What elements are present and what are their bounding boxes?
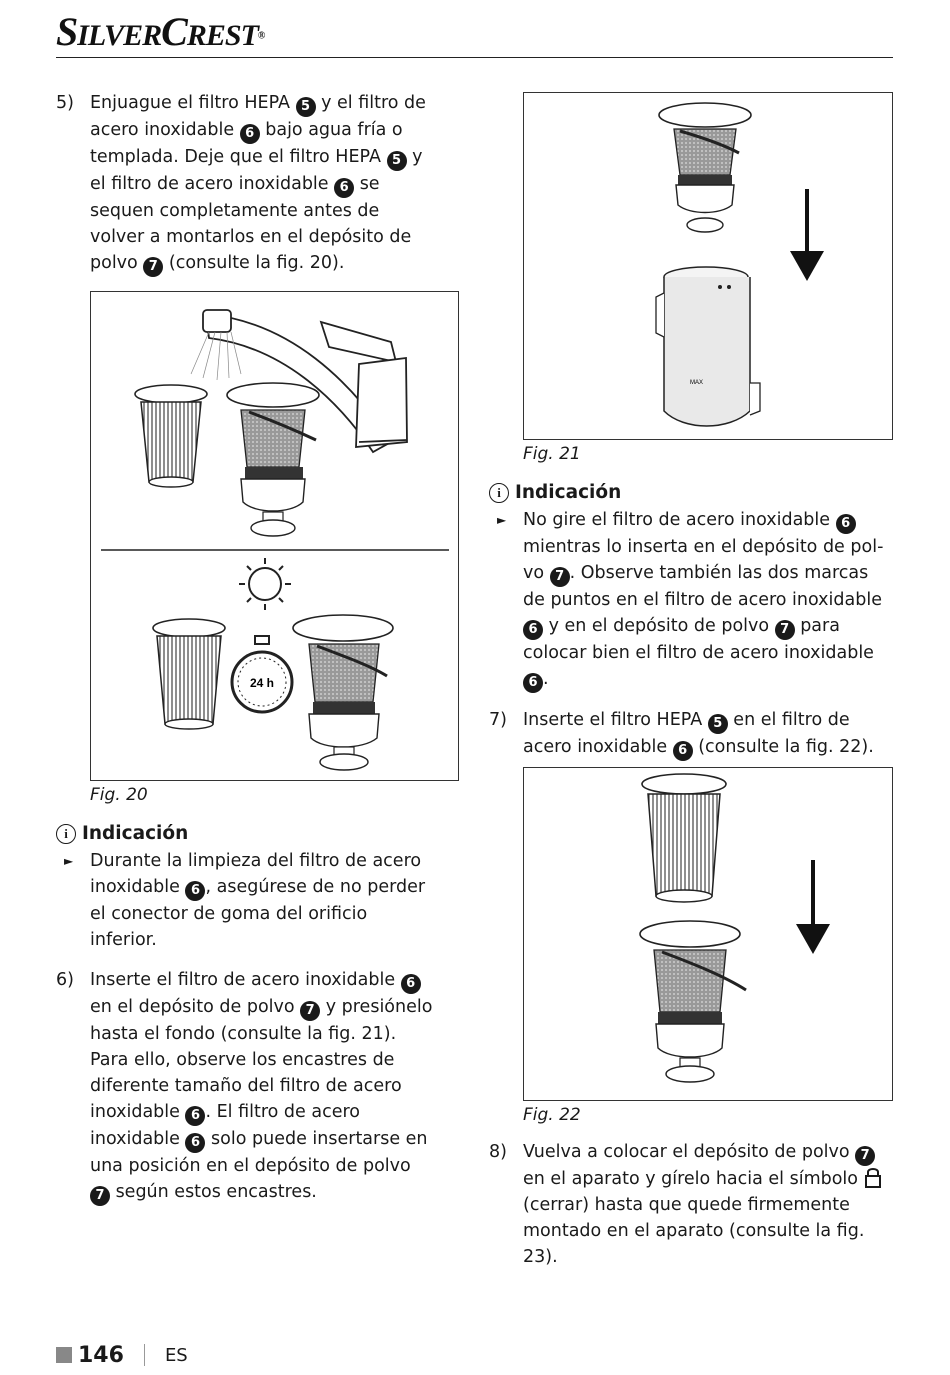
figure-20 [90, 291, 459, 781]
note-bullet: ► Durante la limpieza del filtro de acero inoxidable 6 , asegúrese de no perder el conector de goma del orificio inferior. [56, 848, 436, 953]
hepa-filter-icon [642, 774, 726, 902]
bullet-arrow-icon: ► [64, 854, 74, 868]
brand-logo: SILVERCREST® [56, 9, 265, 54]
note-heading: i Indicación [56, 823, 436, 844]
note-bullet: ► No gire el filtro de acero inoxidable 6 mientras lo inserta en el depósito de polvo 7 . Observe también las dos marcas de puntos en el filtro de acero inoxidable 6 y en el depósito de polvo 7 para colocar bien el filtro de acero inoxidable 6 . [489, 507, 894, 693]
part-number-badge: 6 [836, 514, 856, 534]
figure-22-caption: Fig. 22 [523, 1105, 581, 1125]
step-8: 8) Vuelva a colocar el depósito de polvo 7 en el aparato y gírelo hacia el símbolo (cerrar) hasta que quede firmemente montado en el aparato (consulte la fig. 23). [489, 1139, 894, 1270]
footer-marker [56, 1347, 72, 1363]
part-number-badge: 5 [708, 714, 728, 734]
footer-separator [144, 1344, 145, 1366]
faucet-icon [203, 310, 407, 452]
figure-22-illustration [524, 768, 891, 1099]
page-footer [56, 1340, 188, 1370]
svg-text:24 h: 24 h [249, 676, 275, 690]
timer-icon [232, 636, 292, 712]
hepa-filter-icon [135, 385, 207, 487]
arrow-down-icon [790, 189, 824, 281]
part-number-badge: 7 [775, 620, 795, 640]
page-number: 146 [78, 1342, 124, 1368]
figure-21 [523, 92, 893, 440]
part-number-badge: 6 [185, 1106, 205, 1126]
header-divider [56, 57, 893, 58]
part-number-badge: 6 [334, 178, 354, 198]
step-5: 5) Enjuague el filtro HEPA 5 y el filtro de acero inoxidable 6 bajo agua fría o templada. Deje que el filtro HEPA 5 y el filtro de acero inoxidable 6 se sequen completamente antes de volver a montarlos en el depósito de polvo 7 (consulte la fig. 20). [56, 90, 436, 277]
figure-21-caption: Fig. 21 [523, 444, 581, 464]
part-number-badge: 7 [300, 1001, 320, 1021]
stainless-filter-icon [640, 921, 746, 1082]
part-number-badge: 6 [185, 881, 205, 901]
part-number-badge: 6 [523, 673, 543, 693]
sun-icon [239, 558, 291, 610]
part-number-badge: 5 [387, 151, 407, 171]
bullet-arrow-icon: ► [497, 513, 507, 527]
stainless-filter-dry-icon [293, 615, 393, 770]
part-number-badge: 7 [855, 1146, 875, 1166]
stainless-filter-icon [227, 383, 319, 536]
figure-21-illustration [524, 93, 891, 438]
hepa-filter-dry-icon [153, 619, 225, 729]
note-heading: i Indicación [489, 482, 894, 503]
figure-20-illustration [91, 292, 457, 779]
arrow-down-icon [796, 860, 830, 954]
part-number-badge: 7 [550, 567, 570, 587]
figure-22 [523, 767, 893, 1101]
part-number-badge: 6 [673, 741, 693, 761]
info-icon: i [489, 483, 509, 503]
part-number-badge: 6 [401, 974, 421, 994]
stainless-filter-icon [659, 103, 751, 232]
lock-icon [864, 1166, 882, 1188]
part-number-badge: 7 [143, 257, 163, 277]
step-7: 7) Inserte el filtro HEPA 5 en el filtro de acero inoxidable 6 (consulte la fig. 22). [489, 707, 894, 761]
language-code: ES [164, 1344, 188, 1366]
right-column [489, 90, 894, 1270]
step-6: 6) Inserte el filtro de acero inoxidable 6 en el depósito de polvo 7 y presiónelo hasta el fondo (consulte la fig. 21). Para ello, observe los encastres de diferente tamaño del filtro de acero inoxidable 6 . El filtro de acero inoxidable 6 solo puede insertarse en una posición en el depósito de polvo 7 según estos encastres. [56, 967, 436, 1206]
info-icon: i [56, 824, 76, 844]
dust-tank-icon [656, 267, 760, 426]
svg-text:MAX: MAX [690, 380, 704, 386]
part-number-badge: 6 [523, 620, 543, 640]
part-number-badge: 5 [296, 97, 316, 117]
figure-20-caption: Fig. 20 [90, 785, 148, 805]
part-number-badge: 6 [185, 1133, 205, 1153]
left-column [56, 90, 436, 1206]
part-number-badge: 6 [240, 124, 260, 144]
part-number-badge: 7 [90, 1186, 110, 1206]
